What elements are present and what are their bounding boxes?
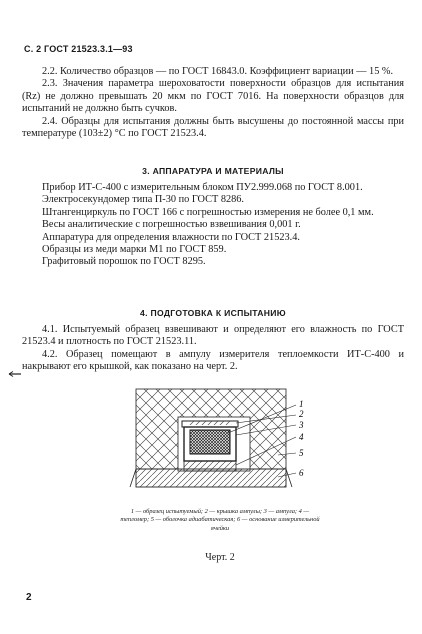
section-3-heading: 3. АППАРАТУРА И МАТЕРИАЛЫ bbox=[142, 166, 284, 176]
sample bbox=[190, 430, 230, 454]
item-copper-samples: Образцы из меди марки М1 по ГОСТ 859. bbox=[42, 244, 227, 256]
item-graphite-powder: Графитовый порошок по ГОСТ 8295. bbox=[42, 256, 206, 268]
page-number: 2 bbox=[26, 592, 32, 603]
label-3: 3 bbox=[299, 420, 304, 430]
label-1: 1 bbox=[299, 399, 304, 409]
figure-2-drawing bbox=[128, 385, 318, 495]
section-2-body bbox=[22, 66, 404, 140]
paragraph-4-2: 4.2. Образец помещают в ампулу измерителя теплоемкости ИТ-С-400 и накрывают его крышкой, как показано на черт. 2. bbox=[22, 348, 404, 373]
margin-arrow-icon bbox=[8, 370, 22, 378]
running-header: С. 2 ГОСТ 21523.3.1—93 bbox=[24, 44, 133, 54]
figure-caption: 1 — образец испытуемый; 2 — крышка ампулы; 3 — ампула; 4 — тепломер; 5 — оболочка адиабатическая; 6 — основание измерительной ячейки bbox=[120, 508, 320, 532]
item-caliper: Штангенциркуль по ГОСТ 166 с погрешностью измерения не более 0,1 мм. bbox=[42, 206, 374, 218]
item-scales: Весы аналитические с погрешностью взвешивания 0,001 г. bbox=[42, 219, 301, 231]
heat-capacity-cell-diagram bbox=[128, 385, 318, 495]
paragraph-4-1: 4.1. Испытуемый образец взвешивают и определяют его влажность по ГОСТ 21523.4 и плотность по ГОСТ 21523.11. bbox=[22, 324, 404, 348]
item-moisture-equipment: Аппаратура для определения влажности по ГОСТ 21523.4. bbox=[42, 231, 300, 243]
section-3-body bbox=[22, 182, 404, 269]
item-stopwatch: Электросекундомер типа П-30 по ГОСТ 8286. bbox=[42, 194, 244, 206]
label-6: 6 bbox=[299, 468, 304, 478]
label-2: 2 bbox=[299, 409, 304, 419]
cell-base bbox=[136, 469, 286, 487]
paragraph-2-4: 2.4. Образцы для испытания должны быть высушены до постоянной массы при температуре (103±2) °С по ГОСТ 21523.4. bbox=[22, 115, 404, 140]
section-4-heading: 4. ПОДГОТОВКА К ИСПЫТАНИЮ bbox=[140, 308, 286, 318]
label-4: 4 bbox=[299, 432, 304, 442]
paragraph-2-3: 2.3. Значения параметра шероховатости поверхности образцов для испытания (Rz) не должно превышать 20 мкм по ГОСТ 7016. На поверхности образцов для испытаний не должно быть сучков. bbox=[22, 78, 404, 115]
paragraph-2-2: 2.2. Количество образцов — по ГОСТ 16843.0. Коэффициент вариации — 15 %. bbox=[42, 66, 394, 77]
figure-title: Черт. 2 bbox=[205, 552, 235, 563]
section-4-body bbox=[22, 324, 404, 374]
label-5: 5 bbox=[299, 448, 304, 458]
item-device: Прибор ИТ-С-400 с измерительным блоком ПУ2.999.068 по ГОСТ 8.001. bbox=[42, 182, 363, 193]
